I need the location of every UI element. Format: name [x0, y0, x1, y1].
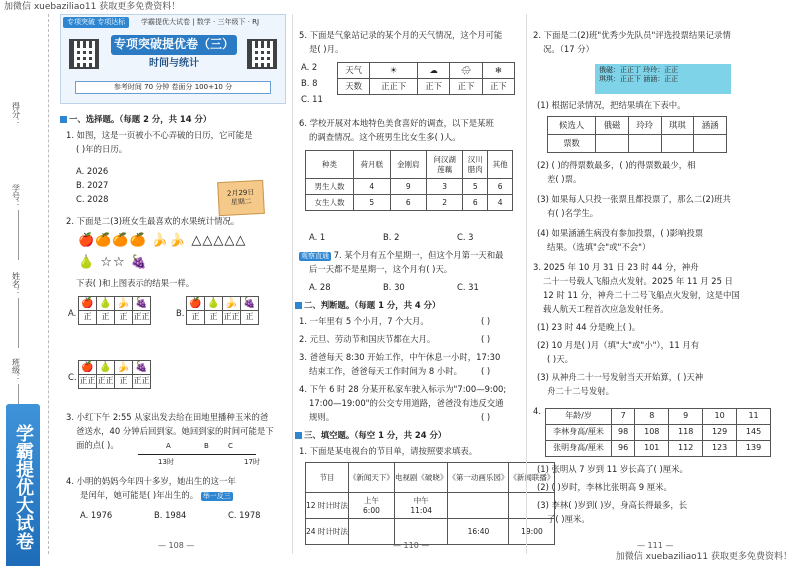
binding-strip: [0, 14, 58, 554]
fill-3-1: (1) 23 时 44 分是晚上( )。: [537, 322, 641, 332]
score-label: 得分：: [11, 102, 21, 126]
torn-calendar-image: 2月29日 星期二: [217, 180, 265, 216]
page-number: — 110 —: [393, 541, 430, 551]
cut-line: [48, 14, 49, 554]
question-6: 6. 学校开展对本地特色美食喜好的调查，以下是某班: [299, 118, 494, 128]
question-3-cont2: 面的点( )。: [76, 440, 119, 450]
qr-code-icon: [247, 39, 277, 69]
number-line-tick-13: 13时: [158, 458, 174, 466]
sunny-icon: ☀: [370, 63, 418, 79]
number-line-point-c: C: [228, 442, 233, 450]
q5-option-a: A. 2: [301, 62, 318, 72]
question-3: 3. 小红下午 2:55 从家出发去给在田地里播种玉米的爸: [66, 412, 269, 422]
fill-4-3: (3) 李林( )岁到( )岁，身高长得最多，长: [537, 500, 688, 510]
page-111: [526, 14, 796, 554]
judge-3-answer[interactable]: ( ): [481, 366, 491, 376]
fill-2-4-cont: 结果。（选填"会"或"不会"）: [547, 242, 651, 252]
judge-2: 2. 元旦、劳动节和国庆节都在大月。: [299, 334, 436, 344]
banner-tag: 专项突破 专项达标: [63, 17, 129, 28]
judge-1: 1. 一年里有 5 个小月，7 个大月。: [299, 316, 429, 326]
fruit-pictogram-row1: 🍎🍊🍊🍊 🍌🍌 △△△△△: [78, 233, 247, 248]
fill-3-3-cont: 舟二十二号发射。: [547, 386, 614, 396]
q1-option-a: A. 2026: [76, 166, 109, 176]
question-7: 观察直通 7. 某个月有五个星期一，但这个月第一天和最: [301, 250, 504, 260]
paper-title: 专项突破提优卷（三）: [111, 35, 237, 55]
watermark-bottom: 加微信 xuebaziliao11 获取更多免费资料！: [615, 552, 792, 563]
question-6-cont: 的调查情况。这个班男生比女生多( )人。: [309, 132, 461, 142]
name-line: [18, 298, 19, 348]
watermark-top: 加微信 xuebaziliao11 获取更多免费资料！: [4, 2, 181, 12]
fill-2-2-cont: 差( )票。: [547, 174, 582, 184]
title-banner: [60, 14, 286, 104]
q4-option-a: A. 1976: [80, 510, 113, 520]
paper-subtitle: 时间与统计: [149, 58, 199, 69]
time-number-line: [138, 454, 256, 455]
link-tag: 举一反三: [202, 492, 231, 500]
q7-option-a: A. 28: [309, 282, 331, 292]
time-score-info: 参考时间 70 分钟 卷面分 100+10 分: [75, 81, 271, 94]
question-5: 5. 下面是气象站记录的某个月的天气情况，这个月可能: [299, 30, 503, 40]
class-label: 班级：: [11, 358, 21, 382]
question-4-cont: 是闰年，她可能是( )年出生的。 举一反三: [80, 490, 231, 500]
student-id-line: [18, 210, 19, 260]
q2-option-b-table: 🍎 🍐 🍌 🍇 正 正 正正 正: [186, 296, 259, 325]
judge-1-answer[interactable]: ( ): [481, 316, 491, 326]
fill-3-cont: 二十一号载人飞船点火发射。2025 年 11 月 25 日: [543, 276, 733, 286]
question-3-cont: 爸送水，40 分钟后回到家。她回到家的时间可能是下: [76, 426, 274, 436]
judge-4-cont: 17:00—19:00"的公交专用道路，爸爸没有违反交通: [309, 398, 504, 408]
fill-3-3: (3) 从神舟二十一号发射当天开始算，( )天神: [537, 372, 704, 382]
fill-2: 2. 下面是二(2)班"优秀少先队员"评选投票结果记录情: [533, 30, 731, 40]
q2-option-a-table: 🍎 🍐 🍌 🍇 正 正 正 正正: [78, 296, 151, 325]
number-line-point-a: A: [166, 442, 171, 450]
fill-2-2: (2) ( )的得票数最多，( )的得票数最少，相: [537, 160, 696, 170]
q6-option-a: A. 1: [309, 232, 326, 242]
fill-3-cont2: 12 时 11 分，神舟二十二号飞船点火发射，这是中国: [543, 290, 740, 300]
fill-2-3: (3) 如果每人只投一张票且都投票了，那么二(2)班共: [537, 194, 731, 204]
brand-logo: 学霸提优大试卷: [6, 404, 40, 566]
question-1: 1. 如图，这是一页被小不心弄破的日历，它可能是: [66, 130, 253, 140]
student-id-label: 学号：: [11, 184, 21, 208]
q7-option-b: B. 30: [383, 282, 405, 292]
q4-option-c: C. 1978: [228, 510, 261, 520]
food-survey-table: 种类 荷月糕 金刚肩 问汉湖 莲藕 汉川 腊肉 其他 男生人数 4 9 3 5 6 女生人数 5 6 2 6 4: [305, 150, 513, 211]
banner-subheader: 学霸提优大试卷 | 数学 · 三年级下 · RJ: [141, 18, 260, 26]
weather-table: 天气 ☀ ☁ 🌧 ❄ 天数 正正下 正下 正下 正下: [337, 62, 515, 95]
tv-program-table: 节目 《新闻天下》 电视剧《破晓》 《第一动画乐园》 《新闻联播》 12 时计时法 上午 6:00 中午 11:04 24 时计时法 16:40 19:00: [305, 462, 555, 545]
q6-option-b: B. 2: [383, 232, 400, 242]
question-2: 2. 下面是二(3)班女生最喜欢的水果统计情况。: [66, 216, 240, 226]
q2-option-c-table: 🍎 🍐 🍌 🍇 正正 正正 正 正正: [78, 360, 151, 389]
judge-3-cont: 结束工作，爸爸每天工作时间为 8 小时。: [309, 366, 463, 376]
q7-tag: 观察直通: [301, 252, 329, 260]
section-choice-title: 一、选择题。（每题 2 分，共 14 分）: [60, 114, 211, 125]
snow-icon: ❄: [482, 63, 514, 79]
judge-4-answer[interactable]: ( ): [481, 412, 491, 422]
qr-code-icon: [69, 39, 99, 69]
number-line-tick-17: 17时: [244, 458, 260, 466]
page-108: [58, 14, 290, 554]
q2-option-a-label: A.: [68, 308, 77, 318]
fill-2-3-cont: 有( )名学生。: [547, 208, 599, 218]
question-4: 4. 小明的妈妈今年四十多岁，她出生的这一年: [66, 476, 236, 486]
fruit-pictogram-row2: 🍐 ☆☆ 🍇: [78, 255, 148, 270]
fill-3-cont3: 载人航天工程首次应急发射任务。: [543, 304, 669, 314]
q4-option-b: B. 1984: [154, 510, 187, 520]
rain-icon: 🌧: [450, 63, 482, 79]
judge-4: 4. 下午 6 时 28 分某开私家车驶入标示为"7:00—9:00;: [299, 384, 507, 394]
q5-option-c: C. 11: [301, 94, 323, 104]
judge-3: 3. 爸爸每天 8:30 开始工作，中午休息一小时，17:30: [299, 352, 501, 362]
section-judge-title: 二、判断题。（每题 1 分，共 4 分）: [295, 300, 440, 311]
q2-option-b-label: B.: [176, 308, 185, 318]
q5-option-b: B. 8: [301, 78, 318, 88]
q6-option-c: C. 3: [457, 232, 474, 242]
fill-2-4: (4) 如果涵涵生病没有参加投票，( )影响投票: [537, 228, 704, 238]
q1-option-c: C. 2028: [76, 194, 109, 204]
name-label: 姓名：: [11, 272, 21, 296]
page-number: — 111 —: [637, 541, 674, 551]
judge-4-cont2: 规则。: [309, 412, 335, 422]
question-7-cont: 后一天都不是星期一，这个月有( )天。: [309, 264, 453, 274]
cloudy-icon: ☁: [417, 63, 449, 79]
section-fill-title: 三、填空题。（每空 1 分，共 24 分）: [295, 430, 446, 441]
q2-option-c-label: C.: [68, 372, 77, 382]
section-marker-icon: [295, 302, 302, 309]
question-2-ask: 下表( )和上图表示的结果一样。: [76, 278, 195, 288]
fill-4-1: (1) 张明从 7 岁到 11 岁长高了( )厘米。: [537, 464, 688, 474]
fill-3-2: (2) 10 月是( )月（填"大"或"小"），11 月有: [537, 340, 700, 350]
fill-4-2: (2) ( )岁时，李林比张明高 9 厘米。: [537, 482, 672, 492]
number-line-point-b: B: [204, 442, 209, 450]
vote-result-table: 候选人 俄磁 玲玲 琪琪 涵涵 票数: [547, 116, 727, 153]
fill-4: 4.: [533, 406, 541, 416]
question-1-cont: ( )年的日历。: [76, 144, 128, 154]
fill-4-3-cont: 了( )厘米。: [547, 514, 590, 524]
page-number: — 108 —: [158, 541, 195, 551]
class-line: [18, 384, 19, 404]
fill-1: 1. 下面是某电视台的节目单，请按照要求填表。: [299, 446, 478, 456]
fill-2-1: (1) 根据记录情况，把结果填在下表中。: [537, 100, 686, 110]
page-110: [292, 14, 555, 554]
height-age-table: 年龄/岁 7 8 9 10 11 李林身高/厘米 98 108 118 129 145 张明身高/厘米 96 101 112 123 139: [545, 408, 771, 457]
vote-record-box: 俄磁：正正丁 玲玲：正正 琪琪：正正下 涵涵：正正: [595, 64, 731, 94]
question-5-cont: 是( )月。: [309, 44, 344, 54]
q7-option-c: C. 31: [457, 282, 479, 292]
fill-3-2-cont: ( )天。: [547, 354, 573, 364]
section-marker-icon: [295, 432, 302, 439]
q1-option-b: B. 2027: [76, 180, 109, 190]
fill-2-cont: 况。（17 分）: [543, 44, 594, 54]
fill-3: 3. 2025 年 10 月 31 日 23 时 44 分，神舟: [533, 262, 699, 272]
section-marker-icon: [60, 116, 67, 123]
judge-2-answer[interactable]: ( ): [481, 334, 491, 344]
